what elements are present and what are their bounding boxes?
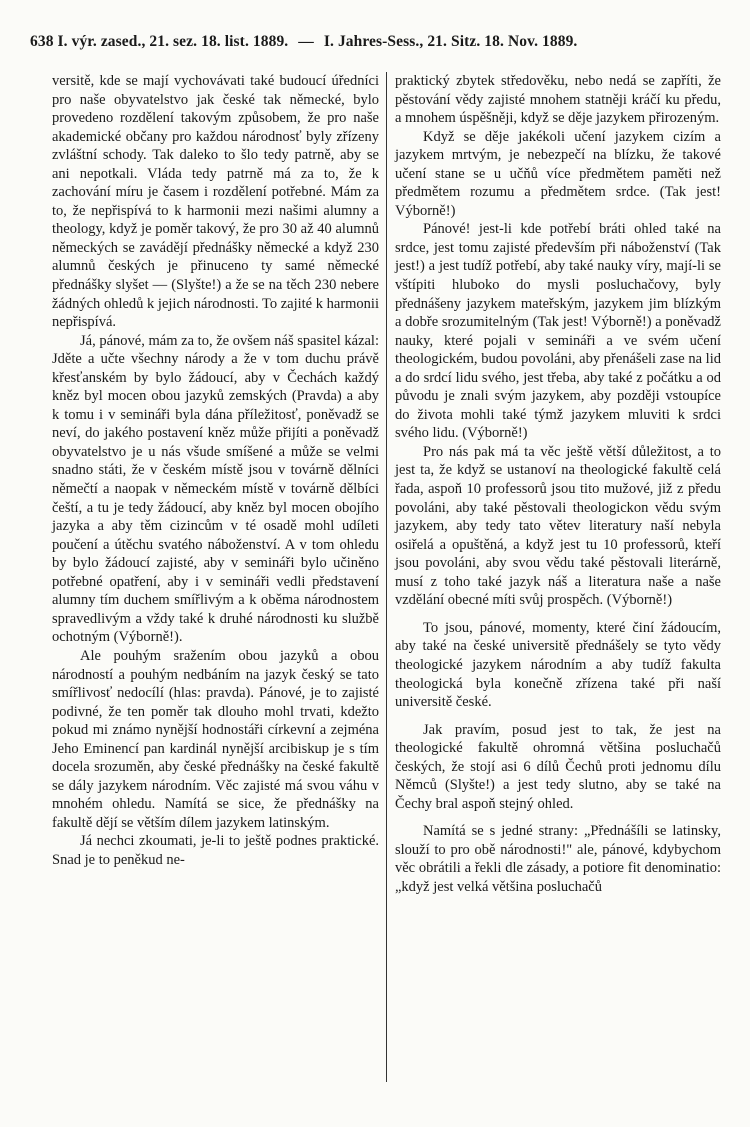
paragraph: versitě, kde se mají vychovávati také budoucí úředníci pro naše obyvatelstvo jak české tak německé, bylo provedeno rozdělení takovým způsobem, že pro naše akademické občany pro každou národnosť byly zřízeny zvláštní schody. Tak daleko to šlo tedy patrně, aby se ani nepotkali. Vláda tedy patrně má za to, že k zachování míru je časem i rozdělení potřebné. Mám za to, že nepřispívá to k harmonii mezi našimi alumny a theology, když je poměr takový, že pro 30 až 40 alumnů německých se zavádějí přednášky německé a když 230 alumnů českých je přinuceno ty samé německé přednášky slyšet — (Slyšte!) a že se na těch 230 nebere žádných ohledů k jejich národnosti. To zajité k harmonii nepřispívá. [52, 73, 379, 331]
paragraph: Ale pouhým sražením obou jazyků a obou národností a pouhým nedbáním na jazyk český se tato smířlivosť nedocílí (hlas: pravda). Pánové, je to zajisté podivné, že ten poměr tak dlouho mohl trvati, kdežto pokud mi známo nynější hodnostáři církevní a zejména Jeho Eminencí pan kardinál nynější arcibiskup je s tím docela srozuměn, aby české přednášky na české fakultě se dály jazykem národním. Věc zajisté má svou váhu v mnohém ohledu. Namítá se sice, že přednášky na fakultě dějí se větším dílem jazykem latinským. [52, 647, 379, 831]
paragraph: Pánové! jest-li kde potřebí bráti ohled také na srdce, jest tomu zajisté především při náboženství (Tak jest!) a jest tudíž potřebí, aby také nauky víry, mají-li se vštípiti hluboko do mysli posluchačovy, byly přednášeny jazykem mateřským, jazykem jim blízkým a dobře srozumitelným (Tak jest! Výborně!) a poněvadž nauky, které pojali v semináři a ve svém učení theologickém, budou povoláni, aby přenášeli zase na lid a do srdcí lidu svého, jest třeba, aby také z počátku a od původu je znali svým jazykem, aby později vstoupíce do života mohli také týmž jazykem mluviti k srdci svého lidu. (Výborně!) [395, 221, 721, 442]
paragraph: Pro nás pak má ta věc ještě větší důležitost, a to jest ta, že když se ustanoví na theologické fakultě celá řada, aspoň 10 professorů jsou tito mužové, již z předu povoláni, aby také pěstovali theologickon vědu svým jazykem, aby tedy tato větev literatury naší nebyla osiřelá a opuštěná, a když jest tu 10 professorů, kteří jsou povoláni, aby svou vědu také pěstovali literárně, musí z toho také jazyk náš a literatura naše a naše vzdělání obecné míti svůj prospěch. (Výborně!) [395, 443, 721, 609]
paragraph: Namítá se s jedné strany: „Přednášíli se latinsky, slouží to pro obě národnosti!" ale, pánové, kdybychom věc obrátili a řekli dle zásady, a potiore fit denominatio: „když jest velká většina posluchačů [395, 823, 721, 895]
paragraph: Jak pravím, posud jest to tak, že jest na theologické fakultě ohromná většina posluchačů českých, že stojí asi 6 dílů Čechů proti jednomu dílu Němců (Slyšte!) a jest tedy slutno, aby se také na Čechy bral aspoň stejný ohled. [395, 721, 721, 812]
paragraph: praktický zbytek středověku, nebo nedá se zapříti, že pěstování vědy zajisté mnohem statněji kráčí ku předu, a mnohem úspěšněji, když se děje jazykem přirozeným. [395, 73, 721, 127]
header-left: 638 I. výr. zased., 21. sez. 18. list. 1889. [30, 33, 289, 50]
paragraph: Když se děje jakékoli učení jazykem cizím a jazykem mrtvým, je nebezpečí na blízku, že takové učení stane se u učňů více předmětem paměti než předmětem rozumu a předmětem srdce. (Tak jest! Výborně!) [395, 128, 721, 219]
column-divider [386, 72, 387, 1082]
paragraph: Já, pánové, mám za to, že ovšem náš spasitel kázal: Jděte a učte všechny národy a že v tom duchu právě křesťanském by bylo žádoucí, aby v Čechách každý kněz byl mocen obou jazyků zemských (Pravda) a aby k tomu i v semináři byla dána příležitosť, poněvadž se neví, do jakého postavení kněz může přijíti a poněvadž obyvatelstvo je u nás všude smíšené a může se velmi snadno státi, že v českém místě jsou v továrně dělníci němečtí a naopak v německém místě v továrně dělbíci čeští, a tu je tedy žádoucí, aby kněz byl mocen obojího jazyka a aby těm cizincům v té osadě mohl udíleti poučení a útěchu svatého náboženství. A v tom ohledu by bylo žádoucí zajisté, aby v semináři bylo učiněno potřebné opatření, aby i v semináři vedli představení alumny tím duchem smířlivým a k oběma národnostem spravedlivým a vždy také k druhé národnosti ku službě ochotným (Výborně!). [52, 332, 379, 646]
running-header [30, 33, 710, 57]
header-right: I. Jahres-Sess., 21. Sitz. 18. Nov. 1889. [323, 33, 578, 50]
left-column [52, 72, 379, 870]
paragraph: To jsou, pánové, momenty, které činí žádoucím, aby také na české universitě přednášely se tyto vědy theologické jazykem národním a aby tudíž fakulta theologická byla konečně zřízena také při naší universitě české. [395, 619, 721, 711]
paragraph: Já nechci zkoumati, je-li to ještě podnes praktické. Snad je to peněkud ne- [52, 833, 379, 868]
header-separator: — [298, 33, 314, 50]
right-column [395, 72, 721, 897]
